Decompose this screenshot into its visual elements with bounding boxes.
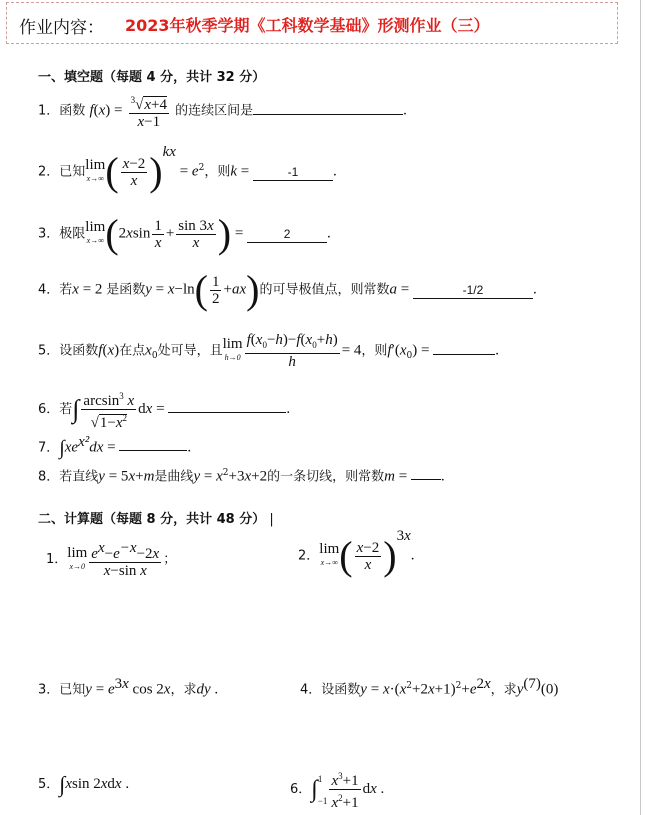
fraction: $\frac{^3√x+4}{x-1}$ [129,92,169,130]
calc-question-2: 2． lim x→∞ ( $\frac{x-2}{x}$ )$^{3x}$. [298,528,415,578]
answer-blank[interactable] [411,466,441,480]
section-title-fill: 一、填空题（每题 4 分，共计 32 分） [38,70,266,85]
limit-operator: lim h→0 [222,336,243,362]
header-title: 2023年秋季学期《工科数学基础》形测作业（三） [125,16,490,35]
fraction: $\frac{1}{2}$ [211,273,220,307]
answer-field[interactable]: -1 [253,164,333,181]
fill-question-5: 5．设函数f(x)在点$x_0$处可导，且 lim h→0 $\frac{f(x_0-h)-f(x_0+h)}{h}$ = 4，则$f'(x_0)$ = . [38,332,499,370]
question-text: 函数 [59,103,86,119]
question-text: 若 [59,282,73,298]
question-text: 的一条切线，则常数 [267,469,385,485]
calc-question-3: 3．已知$y = e^{3x}$ cos 2x，求dy . [38,676,219,698]
fill-question-1: 1．函数 f(x) = $\frac{^3√x+4}{x-1}$ 的连续区间是 . [38,92,407,130]
limit-operator: lim x→∞ [85,157,106,183]
question-number: 5． [38,777,60,792]
fraction: $\frac{\arcsin^3 x}{√1-x^2}$ [81,388,136,431]
question-text: ，则 [361,343,388,359]
fraction: $\frac{e^x-e^{-x}-2x}{\text{x−sin x}}$ [91,540,160,579]
question-text: 若 [59,402,73,417]
question-number: 3． [38,682,60,698]
question-number: 4． [38,282,60,298]
fraction: $\frac{1}{x}$ [154,217,162,251]
calc-question-4: 4．设函数$y = x\cdot(x^2+2x+1)^2+e^{2x}$，求$y^{(7)}(0)$ [300,676,559,698]
answer-field[interactable]: 2 [247,226,327,243]
calc-question-1: 1． lim x→0 $\frac{e^x-e^{-x}-2x}{\text{x−sin x}}$ ； [46,540,177,579]
fraction: $\frac{f(x_0-h)-f(x_0+h)}{h}$ [246,332,338,370]
limit-operator: lim x→∞ [319,541,340,567]
fill-question-3: 3．极限 lim x→∞ (2xsin $\frac{1}{x}$ + $\frac{\sin 3x}{x}$ ) = 2 . [38,211,331,256]
question-text: 设函数 [59,343,99,359]
question-number: 5． [38,343,60,359]
question-text: 在点 [119,343,146,359]
question-text: 若直线 [59,469,99,485]
question-text: 已知 [59,682,86,698]
question-text: 处可导，且 [157,343,223,359]
question-number: 3． [38,226,60,242]
answer-blank[interactable] [119,437,187,451]
question-text: 的连续区间是 [175,103,254,119]
question-number: 1． [38,103,60,119]
question-text: 的可导极值点，则常数 [259,282,390,298]
fraction: $\frac{x-2}{x}$ [122,155,146,189]
header-label: 作业内容： [19,18,104,38]
question-number: 8． [38,469,60,485]
assignment-header [6,2,618,44]
fill-question-8: 8．若直线y = 5x+m是曲线$y = x^2+3x+2$的一条切线，则常数m = . [38,468,445,485]
section-title-calc: 二、计算题（每题 8 分，共计 48 分） | [38,512,274,527]
question-number: 2． [298,548,320,564]
fill-question-4: 4．若x = 2 是函数y = x−ln( $\frac{1}{2}$ +ax)的可导极值点，则常数a = -1/2 . [38,267,537,312]
question-text: ，则 [204,164,231,180]
limit-operator: lim x→∞ [85,219,106,245]
fraction: $\frac{\sin 3x}{x}$ [178,217,214,251]
question-number: 2． [38,164,60,180]
question-number: 6． [38,402,60,417]
answer-blank[interactable] [168,399,286,413]
question-text: ，求 [490,682,517,698]
fraction: $\frac{x-2}{x}$ [356,539,380,573]
question-text: 已知 [59,164,86,180]
calc-question-5: 5．∫xsin 2xdx . [38,771,130,797]
fraction: $\frac{x^3+1}{x^2+1}$ [329,768,360,811]
question-text: 设函数 [321,682,361,698]
fill-question-7: 7．$\int xe^{x^2}dx$ = . [38,434,192,459]
answer-field[interactable]: -1/2 [413,282,533,299]
question-number: 6． [290,782,312,797]
limit-operator: lim x→0 [67,544,88,571]
question-number: 4． [300,682,322,698]
page-edge-line [640,0,641,815]
question-text: 是函数 [106,282,146,298]
calc-question-6: 6．∫ 1 −1 $\frac{x^3+1}{x^2+1}$ dx . [290,768,384,811]
question-text: 是曲线 [154,469,194,485]
fill-question-2: 2．已知 lim x→∞ ( $\frac{x-2}{x}$ )$^{kx} = e^2$，则k = -1 . [38,144,337,194]
question-text: ，求 [170,682,197,698]
fill-question-6: 6．若∫ $\frac{\arcsin^3 x}{√1-x^2}$ dx = . [38,388,290,431]
question-text: 极限 [59,226,86,242]
question-number: 1． [46,552,68,567]
question-number: 7． [38,440,60,456]
answer-blank[interactable] [433,341,495,355]
answer-blank[interactable] [253,101,403,115]
